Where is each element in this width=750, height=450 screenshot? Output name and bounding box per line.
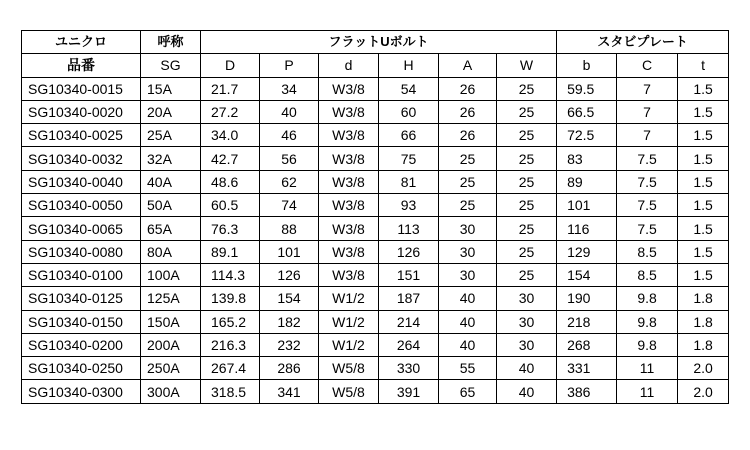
c-cell: 7	[617, 124, 678, 147]
nominal-size-cell: 200A	[141, 333, 201, 356]
b-cell: 89	[557, 170, 617, 193]
w-cell: 25	[497, 240, 557, 263]
t-cell: 2.0	[678, 357, 729, 380]
d-outer-cell: 165.2	[201, 310, 260, 333]
part-number-cell: SG10340-0025	[22, 124, 141, 147]
nominal-size-cell: 15A	[141, 77, 201, 100]
nominal-size-cell: 25A	[141, 124, 201, 147]
b-cell: 386	[557, 380, 617, 403]
b-cell: 331	[557, 357, 617, 380]
p-cell: 154	[260, 287, 319, 310]
table-row	[22, 263, 729, 286]
c-cell: 8.5	[617, 263, 678, 286]
thread-cell: W3/8	[319, 217, 379, 240]
p-cell: 232	[260, 333, 319, 356]
b-cell: 59.5	[557, 77, 617, 100]
p-cell: 286	[260, 357, 319, 380]
t-cell: 1.8	[678, 333, 729, 356]
b-cell: 72.5	[557, 124, 617, 147]
column-header-W: W	[497, 54, 557, 77]
w-cell: 30	[497, 310, 557, 333]
p-cell: 88	[260, 217, 319, 240]
w-cell: 25	[497, 194, 557, 217]
p-cell: 74	[260, 194, 319, 217]
a-cell: 55	[439, 357, 497, 380]
column-header-H: H	[379, 54, 439, 77]
spec-table	[21, 30, 729, 404]
a-cell: 26	[439, 100, 497, 123]
w-cell: 30	[497, 287, 557, 310]
c-cell: 7.5	[617, 147, 678, 170]
table-row	[22, 194, 729, 217]
a-cell: 26	[439, 77, 497, 100]
header-row-1	[22, 31, 729, 54]
p-cell: 101	[260, 240, 319, 263]
table-row	[22, 77, 729, 100]
column-header-P: P	[260, 54, 319, 77]
h-cell: 330	[379, 357, 439, 380]
table-row	[22, 147, 729, 170]
table-row	[22, 357, 729, 380]
part-number-cell: SG10340-0015	[22, 77, 141, 100]
a-cell: 65	[439, 380, 497, 403]
c-cell: 11	[617, 357, 678, 380]
part-number-cell: SG10340-0032	[22, 147, 141, 170]
h-cell: 264	[379, 333, 439, 356]
nominal-size-cell: 100A	[141, 263, 201, 286]
a-cell: 40	[439, 310, 497, 333]
thread-cell: W3/8	[319, 77, 379, 100]
part-number-cell: SG10340-0250	[22, 357, 141, 380]
d-outer-cell: 34.0	[201, 124, 260, 147]
d-outer-cell: 89.1	[201, 240, 260, 263]
nominal-size-cell: 20A	[141, 100, 201, 123]
thread-cell: W3/8	[319, 194, 379, 217]
a-cell: 25	[439, 147, 497, 170]
part-number-header-top: ユニクロ	[22, 31, 141, 54]
d-outer-cell: 139.8	[201, 287, 260, 310]
thread-cell: W1/2	[319, 287, 379, 310]
thread-cell: W3/8	[319, 263, 379, 286]
d-outer-cell: 318.5	[201, 380, 260, 403]
column-header-A: A	[439, 54, 497, 77]
thread-cell: W3/8	[319, 124, 379, 147]
h-cell: 391	[379, 380, 439, 403]
thread-cell: W1/2	[319, 310, 379, 333]
a-cell: 30	[439, 263, 497, 286]
table-row	[22, 217, 729, 240]
table-row	[22, 100, 729, 123]
part-number-cell: SG10340-0100	[22, 263, 141, 286]
b-cell: 268	[557, 333, 617, 356]
w-cell: 25	[497, 263, 557, 286]
b-cell: 101	[557, 194, 617, 217]
nominal-size-header-bottom: SG	[141, 54, 201, 77]
table-row	[22, 287, 729, 310]
c-cell: 7.5	[617, 170, 678, 193]
d-outer-cell: 216.3	[201, 333, 260, 356]
h-cell: 126	[379, 240, 439, 263]
b-cell: 116	[557, 217, 617, 240]
t-cell: 1.5	[678, 77, 729, 100]
table-row	[22, 333, 729, 356]
a-cell: 40	[439, 333, 497, 356]
thread-cell: W3/8	[319, 240, 379, 263]
column-header-d: d	[319, 54, 379, 77]
h-cell: 66	[379, 124, 439, 147]
part-number-cell: SG10340-0020	[22, 100, 141, 123]
d-outer-cell: 114.3	[201, 263, 260, 286]
stabilizer-plate-group-header: スタビプレート	[557, 31, 729, 54]
a-cell: 26	[439, 124, 497, 147]
t-cell: 1.5	[678, 100, 729, 123]
w-cell: 40	[497, 380, 557, 403]
p-cell: 56	[260, 147, 319, 170]
b-cell: 129	[557, 240, 617, 263]
a-cell: 25	[439, 194, 497, 217]
c-cell: 11	[617, 380, 678, 403]
flat-u-bolt-group-header: フラットUボルト	[201, 31, 557, 54]
nominal-size-header-top: 呼称	[141, 31, 201, 54]
h-cell: 113	[379, 217, 439, 240]
p-cell: 182	[260, 310, 319, 333]
t-cell: 1.5	[678, 263, 729, 286]
w-cell: 40	[497, 357, 557, 380]
a-cell: 25	[439, 170, 497, 193]
b-cell: 66.5	[557, 100, 617, 123]
w-cell: 25	[497, 124, 557, 147]
thread-cell: W3/8	[319, 170, 379, 193]
p-cell: 46	[260, 124, 319, 147]
c-cell: 7	[617, 100, 678, 123]
part-number-cell: SG10340-0040	[22, 170, 141, 193]
b-cell: 83	[557, 147, 617, 170]
d-outer-cell: 27.2	[201, 100, 260, 123]
d-outer-cell: 76.3	[201, 217, 260, 240]
nominal-size-cell: 40A	[141, 170, 201, 193]
part-number-cell: SG10340-0200	[22, 333, 141, 356]
d-outer-cell: 21.7	[201, 77, 260, 100]
p-cell: 40	[260, 100, 319, 123]
t-cell: 1.8	[678, 310, 729, 333]
w-cell: 30	[497, 333, 557, 356]
w-cell: 25	[497, 100, 557, 123]
nominal-size-cell: 300A	[141, 380, 201, 403]
part-number-cell: SG10340-0150	[22, 310, 141, 333]
thread-cell: W5/8	[319, 380, 379, 403]
c-cell: 9.8	[617, 333, 678, 356]
t-cell: 2.0	[678, 380, 729, 403]
a-cell: 30	[439, 240, 497, 263]
nominal-size-cell: 125A	[141, 287, 201, 310]
column-header-C: C	[617, 54, 678, 77]
nominal-size-cell: 250A	[141, 357, 201, 380]
part-number-cell: SG10340-0125	[22, 287, 141, 310]
column-header-b: b	[557, 54, 617, 77]
column-header-D: D	[201, 54, 260, 77]
table-row	[22, 310, 729, 333]
t-cell: 1.5	[678, 170, 729, 193]
p-cell: 34	[260, 77, 319, 100]
table-body	[22, 77, 729, 403]
header-row-2	[22, 54, 729, 77]
thread-cell: W3/8	[319, 100, 379, 123]
table-row	[22, 170, 729, 193]
a-cell: 30	[439, 217, 497, 240]
t-cell: 1.5	[678, 124, 729, 147]
h-cell: 93	[379, 194, 439, 217]
nominal-size-cell: 32A	[141, 147, 201, 170]
c-cell: 8.5	[617, 240, 678, 263]
h-cell: 60	[379, 100, 439, 123]
b-cell: 190	[557, 287, 617, 310]
column-header-t: t	[678, 54, 729, 77]
t-cell: 1.5	[678, 217, 729, 240]
c-cell: 9.8	[617, 287, 678, 310]
part-number-cell: SG10340-0050	[22, 194, 141, 217]
thread-cell: W1/2	[319, 333, 379, 356]
h-cell: 54	[379, 77, 439, 100]
d-outer-cell: 48.6	[201, 170, 260, 193]
nominal-size-cell: 65A	[141, 217, 201, 240]
part-number-header-bottom: 品番	[22, 54, 141, 77]
p-cell: 62	[260, 170, 319, 193]
b-cell: 218	[557, 310, 617, 333]
w-cell: 25	[497, 77, 557, 100]
nominal-size-cell: 50A	[141, 194, 201, 217]
t-cell: 1.8	[678, 287, 729, 310]
w-cell: 25	[497, 147, 557, 170]
h-cell: 214	[379, 310, 439, 333]
t-cell: 1.5	[678, 194, 729, 217]
d-outer-cell: 267.4	[201, 357, 260, 380]
part-number-cell: SG10340-0300	[22, 380, 141, 403]
c-cell: 7.5	[617, 217, 678, 240]
table-row	[22, 124, 729, 147]
table-row	[22, 240, 729, 263]
part-number-cell: SG10340-0080	[22, 240, 141, 263]
p-cell: 341	[260, 380, 319, 403]
a-cell: 40	[439, 287, 497, 310]
part-number-cell: SG10340-0065	[22, 217, 141, 240]
c-cell: 9.8	[617, 310, 678, 333]
b-cell: 154	[557, 263, 617, 286]
nominal-size-cell: 150A	[141, 310, 201, 333]
w-cell: 25	[497, 170, 557, 193]
thread-cell: W5/8	[319, 357, 379, 380]
t-cell: 1.5	[678, 240, 729, 263]
c-cell: 7	[617, 77, 678, 100]
d-outer-cell: 60.5	[201, 194, 260, 217]
thread-cell: W3/8	[319, 147, 379, 170]
h-cell: 75	[379, 147, 439, 170]
p-cell: 126	[260, 263, 319, 286]
table-row	[22, 380, 729, 403]
h-cell: 151	[379, 263, 439, 286]
h-cell: 81	[379, 170, 439, 193]
table-header	[22, 31, 729, 78]
t-cell: 1.5	[678, 147, 729, 170]
w-cell: 25	[497, 217, 557, 240]
d-outer-cell: 42.7	[201, 147, 260, 170]
h-cell: 187	[379, 287, 439, 310]
nominal-size-cell: 80A	[141, 240, 201, 263]
c-cell: 7.5	[617, 194, 678, 217]
